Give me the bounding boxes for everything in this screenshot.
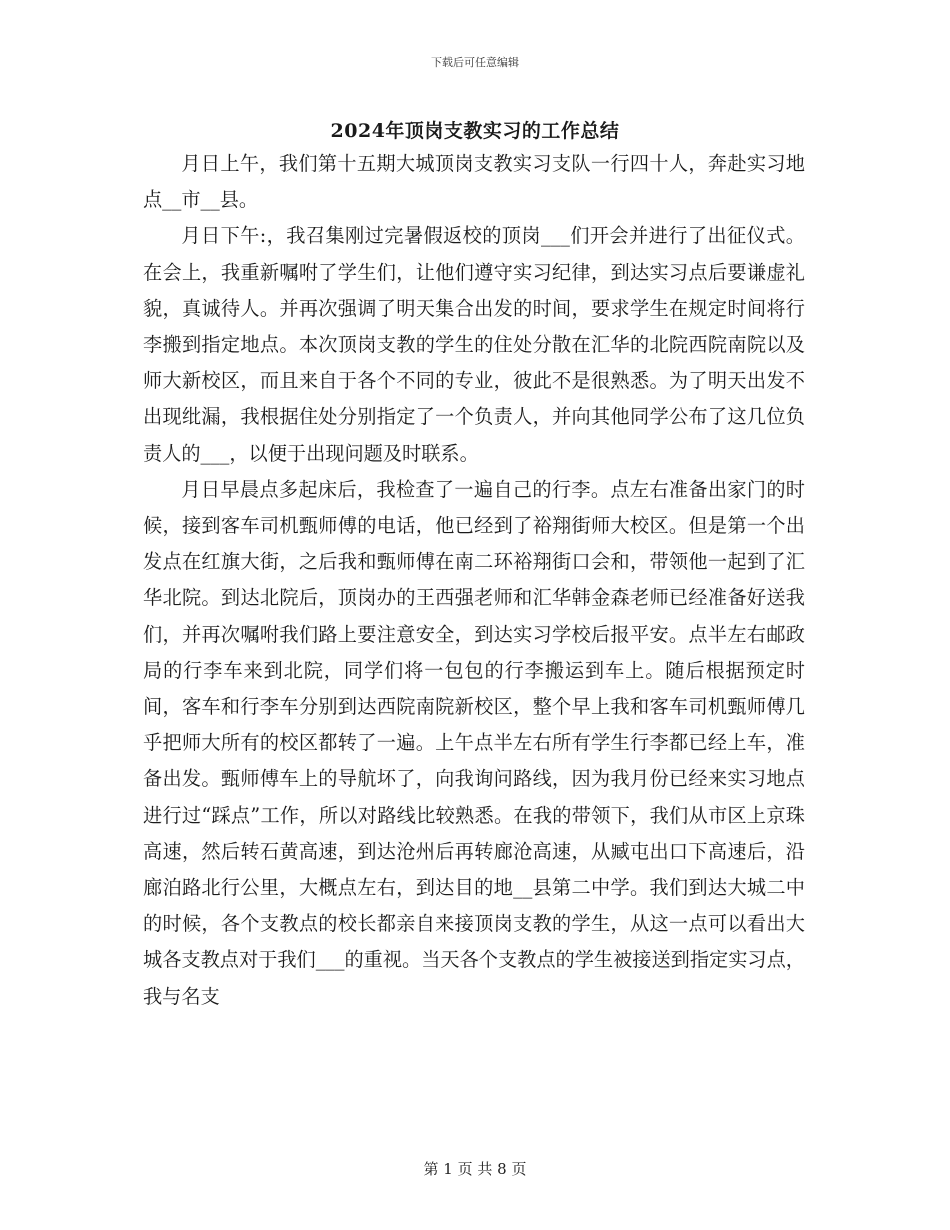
document-title: 2024年顶岗支教实习的工作总结 — [330, 120, 620, 142]
paragraph-3: 月日早晨点多起床后，我检查了一遍自己的行李。点左右准备出家门的时候，接到客车司机甄师傅的电话，他已经到了裕翔街师大校区。但是第一个出发点在红旗大街，之后我和甄师傅在南二环裕翔街口会和，带领他一起到了汇华北院。到达北院后，顶岗办的王西强老师和汇华韩金森老师已经准备好送我们，并再次嘱咐我们路上要注意安全，到达实习学校后报平安。点半左右邮政局的行李车来到北院，同学们将一包包的行李搬运到车上。随后根据预定时间，客车和行李车分别到达西院南院新校区，整个早上我和客车司机甄师傅几乎把师大所有的校区都转了一遍。上午点半左右所有学生行李都已经上车，准备出发。甄师傅车上的导航坏了，向我询问路线，因为我月份已经来实习地点进行过“踩点”工作，所以对路线比较熟悉。在我的带领下，我们从市区上京珠高速，然后转石黄高速，到达沧州后再转廊沧高速，从臧屯出口下高速后，沿廊泊路北行公里，大概点左右，到达目的地__县第二中学。我们到达大城二中的时候，各个支教点的校长都亲自来接顶岗支教的学生，从这一点可以看出大城各支教点对于我们___的重视。当天各个支教点的学生被接送到指定实习点，我与名支 — [143, 477, 805, 1008]
paragraph-2: 月日下午:，我召集刚过完暑假返校的顶岗___们开会并进行了出征仪式。在会上，我重新嘱咐了学生们，让他们遵守实习纪律，到达实习点后要谦虚礼貌，真诚待人。并再次强调了明天集合出发的时间，要求学生在规定时间将行李搬到指定地点。本次顶岗支教的学生的住处分散在汇华的北院西院南院以及师大新校区，而且来自于各个不同的专业，彼此不是很熟悉。为了明天出发不出现纰漏，我根据住处分别指定了一个负责人，并向其他同学公布了这几位负责人的___，以便于出现问题及时联系。 — [143, 224, 805, 465]
document-body — [143, 146, 805, 1015]
paragraph-1: 月日上午，我们第十五期大城顶岗支教实习支队一行四十人，奔赴实习地点__市__县。 — [143, 152, 805, 212]
page-header-note: 下载后可任意编辑 — [431, 56, 519, 69]
page-number: 第 1 页 共 8 页 — [423, 1160, 527, 1178]
